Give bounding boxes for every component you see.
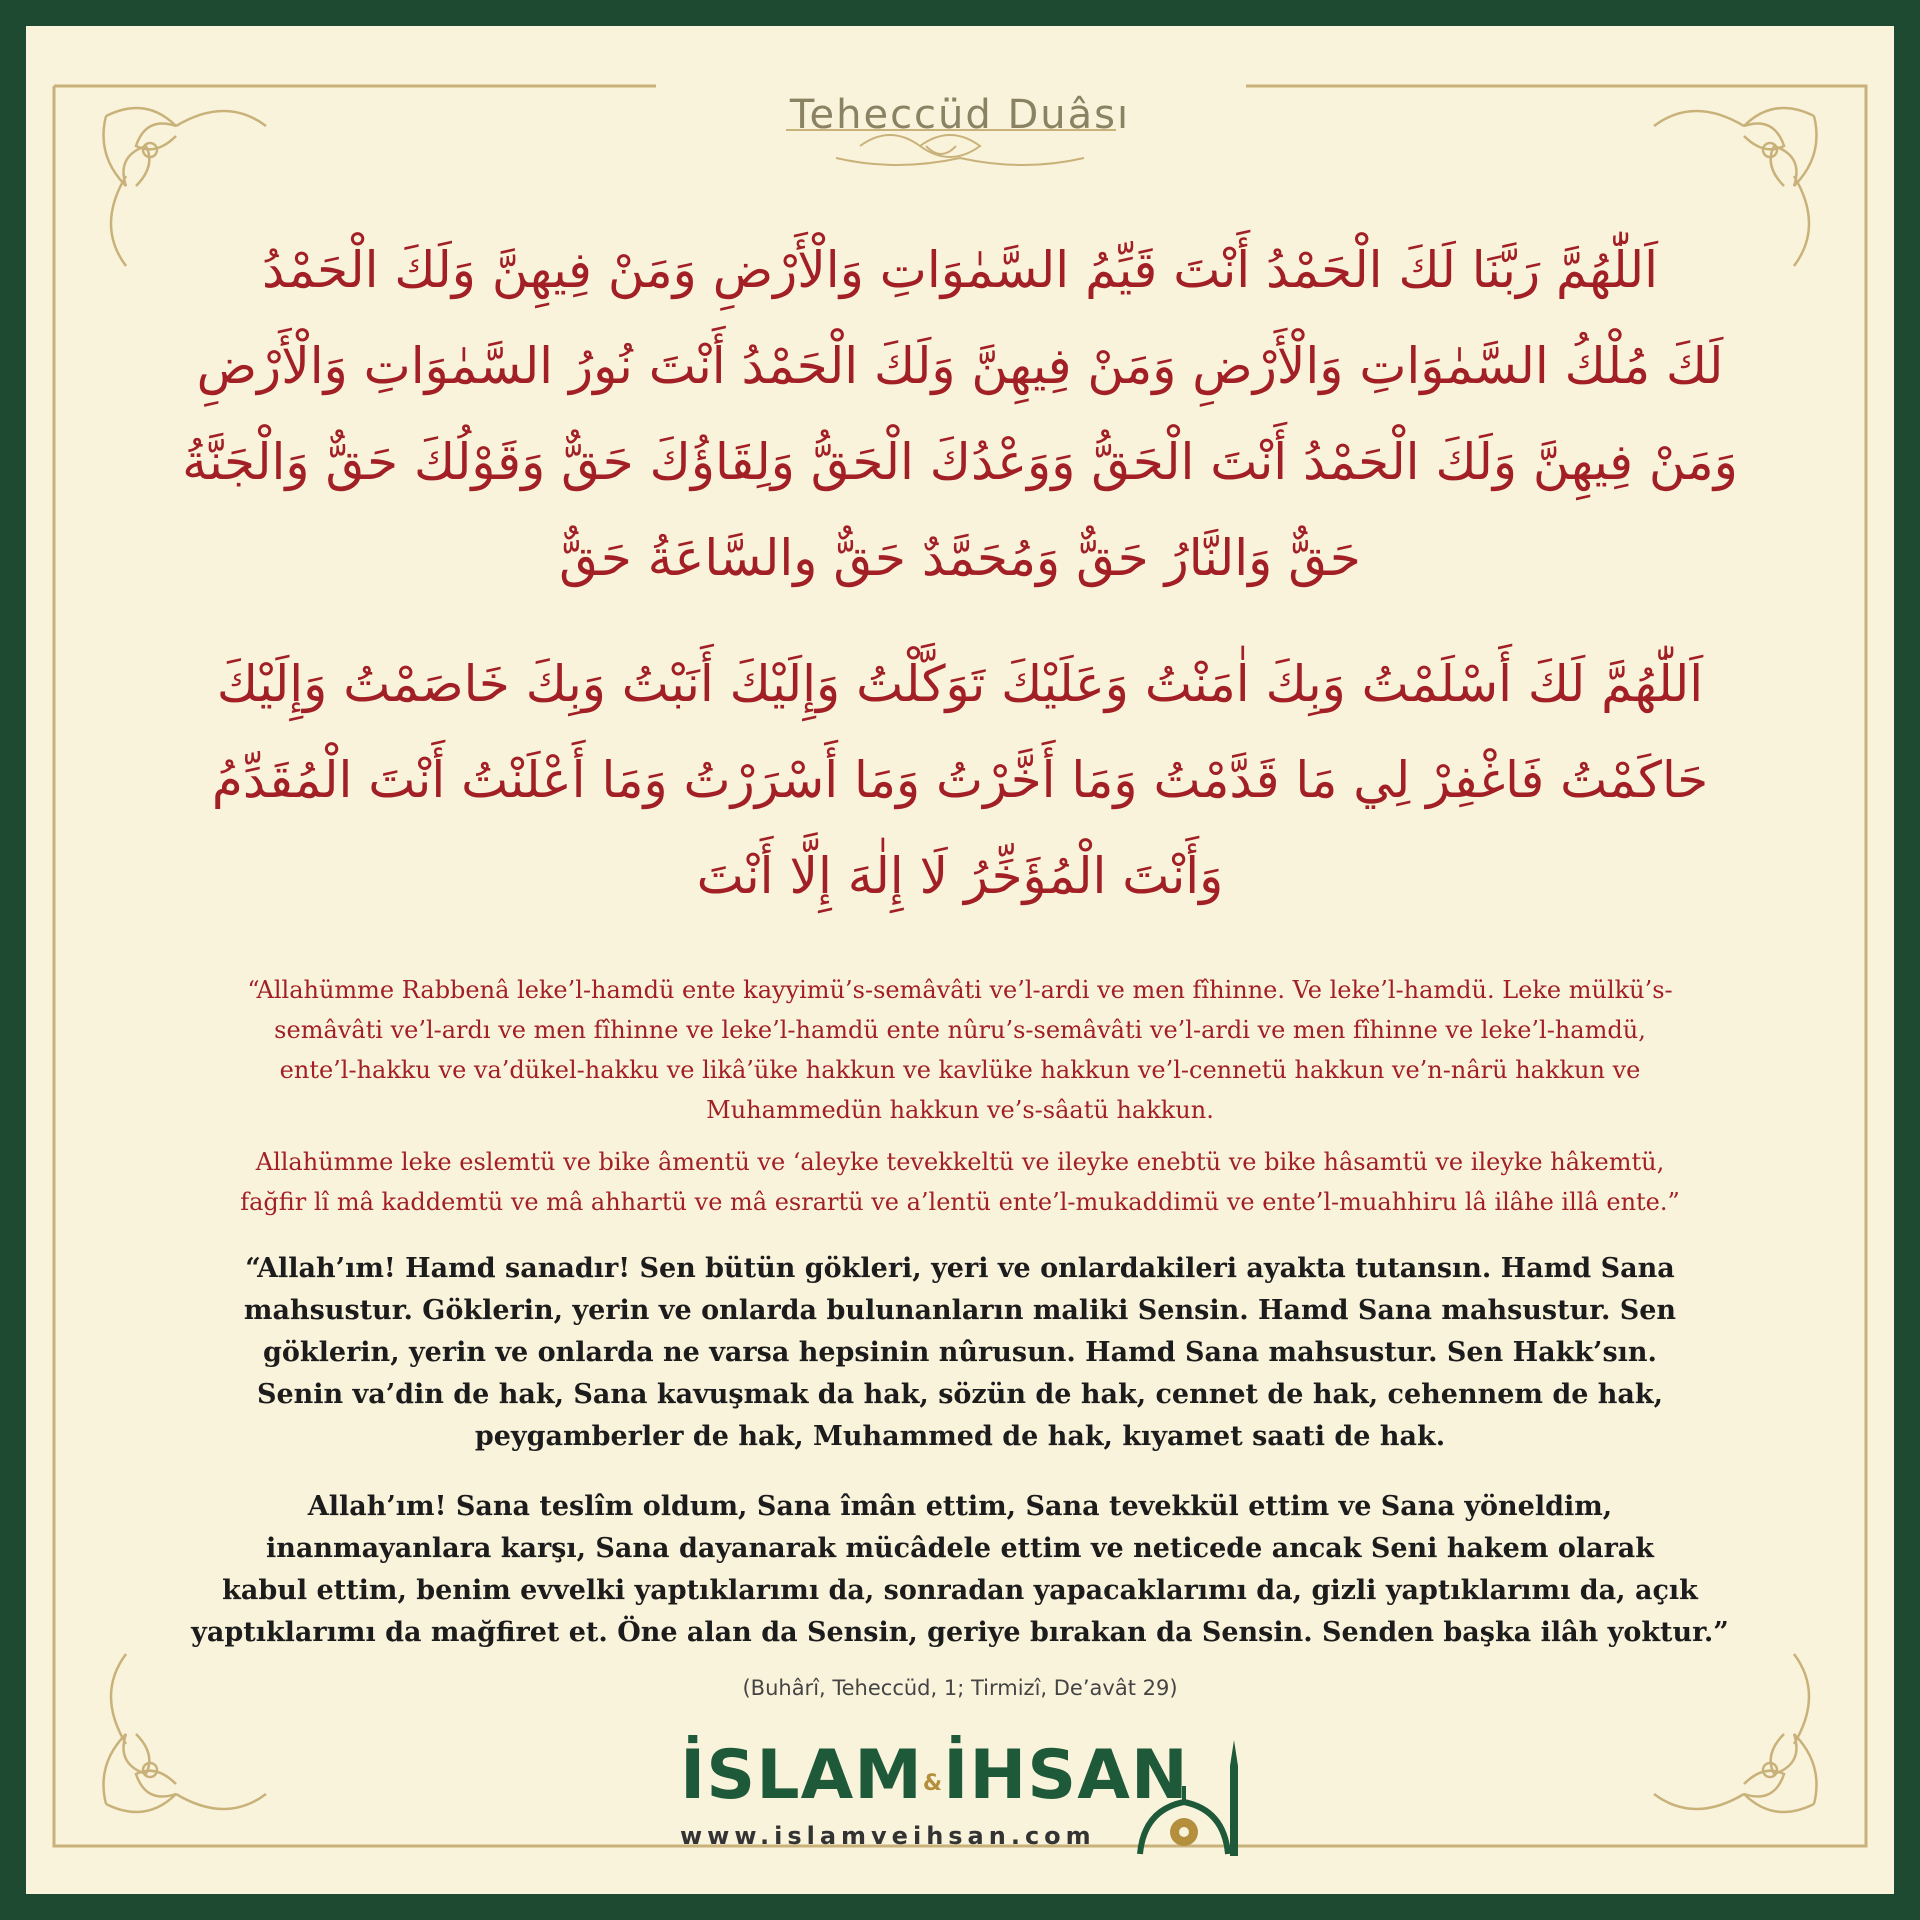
translation-line: Senin va’din de hak, Sana kavuşmak da hak, sözün de hak, cennet de hak, cehennem de hak, — [256, 1379, 1664, 1410]
translation-part-1 — [166, 1248, 1754, 1458]
translation-line: yaptıklarımı da mağfiret et. Öne alan da Sensin, geriye bırakan da Sensin. Senden başka ilâh yoktur.” — [191, 1617, 1729, 1648]
arabic-line: لَكَ مُلْكُ السَّمٰوَاتِ وَالْأَرْضِ وَمَنْ فِيهِنَّ وَلَكَ الْحَمْدُ أَنْتَ نُورُ السَّمٰوَاتِ وَالْأَرْضِ — [196, 337, 1724, 395]
brand-wordmark — [680, 1736, 1189, 1815]
translation-line: inanmayanlara karşı, Sana dayanarak mücâdele ettim ve neticede ancak Seni hakem olarak — [265, 1533, 1655, 1564]
transliteration-line: Allahümme leke eslemtü ve bike âmentü ve ‘aleyke tevekkeltü ve ileyke enebtü ve bike hâsamtü ve ileyke hâkemtü, — [255, 1148, 1665, 1176]
transliteration-line: Muhammedün hakkun ve’s-sâatü hakkun. — [706, 1096, 1214, 1124]
translation-line: kabul ettim, benim evvelki yaptıklarımı da, sonradan yapacaklarımı da, gizli yaptıklarımı da, açık — [222, 1575, 1698, 1606]
brand-first-word: İSLAM — [680, 1736, 923, 1815]
arabic-line: حَقٌّ وَالنَّارُ حَقٌّ وَمُحَمَّدٌ حَقٌّ والسَّاعَةُ حَقٌّ — [559, 529, 1361, 587]
translation-line: peygamberler de hak, Muhammed de hak, kıyamet saati de hak. — [474, 1421, 1446, 1452]
transliteration-part-1 — [176, 970, 1744, 1130]
page-title: Teheccüd Duâsı — [789, 92, 1131, 138]
translation-line: “Allah’ım! Hamd sanadır! Sen bütün gökleri, yeri ve onlardakileri ayakta tutansın. Hamd Sana — [245, 1253, 1675, 1284]
arabic-line: حَاكَمْتُ فَاغْفِرْ لِي مَا قَدَّمْتُ وَمَا أَخَّرْتُ وَمَا أَسْرَرْتُ وَمَا أَعْلَنْتُ أَنْتَ الْمُقَدِّمُ — [211, 751, 1709, 809]
brand-logo[interactable] — [646, 1736, 1286, 1866]
translation-line: mahsustur. Göklerin, yerin ve onlarda bulunanların maliki Sensin. Hamd Sana mahsustur. Sen — [243, 1295, 1677, 1326]
arabic-line: اَللّٰهُمَّ لَكَ أَسْلَمْتُ وَبِكَ اٰمَنْتُ وَعَلَيْكَ تَوَكَّلْتُ وَإِلَيْكَ أَنَبْتُ وَبِكَ خَاصَمْتُ وَإِلَيْكَ — [216, 655, 1704, 713]
arabic-line: وَمَنْ فِيهِنَّ وَلَكَ الْحَمْدُ أَنْتَ الْحَقُّ وَوَعْدُكَ الْحَقُّ وَلِقَاؤُكَ حَقٌّ وَقَوْلُكَ حَقٌّ وَالْجَنَّةُ — [182, 433, 1738, 491]
transliteration-line: fağfir lî mâ kaddemtü ve mâ ahhartü ve mâ esrartü ve a’lentü ente’l-mukaddimü ve ente’l-muahhiru lâ ilâhe illâ ente.” — [240, 1188, 1680, 1216]
translation-line: Allah’ım! Sana teslîm oldum, Sana îmân ettim, Sana tevekkül ettim ve Sana yöneldim, — [307, 1491, 1613, 1522]
translation-line: göklerin, yerin ve onlarda ne varsa hepsinin nûrusun. Hamd Sana mahsustur. Sen Hakk’sın. — [263, 1337, 1657, 1368]
arabic-line: اَللّٰهُمَّ رَبَّنَا لَكَ الْحَمْدُ أَنْتَ قَيِّمُ السَّمٰوَاتِ وَالْأَرْضِ وَمَنْ فِيهِنَّ وَلَكَ الْحَمْدُ — [261, 241, 1659, 299]
arabic-prayer-part-2 — [176, 636, 1744, 924]
arabic-line: وَأَنْتَ الْمُؤَخِّرُ لَا إِلٰهَ إِلَّا أَنْتَ — [696, 847, 1224, 905]
translation-part-2 — [166, 1486, 1754, 1654]
mosque-icon — [1134, 1736, 1254, 1866]
transliteration-line: ente’l-hakku ve va’dükel-hakku ve likâ’üke hakkun ve kavlüke hakkun ve’l-cennetü hakkun ve’n-nârü hakkun ve — [279, 1056, 1641, 1084]
transliteration-part-2 — [176, 1142, 1744, 1222]
source-citation: (Buhârî, Teheccüd, 1; Tirmizî, De’avât 29) — [742, 1676, 1178, 1700]
arabic-prayer-part-1 — [176, 222, 1744, 606]
transliteration-line: semâvâti ve’l-ardı ve men fîhinne ve leke’l-hamdü ente nûru’s-semâvâti ve’l-ardi ve men fîhinne ve leke’l-hamdü, — [274, 1016, 1646, 1044]
brand-second-word: İHSAN — [943, 1736, 1189, 1815]
transliteration-line: “Allahümme Rabbenâ leke’l-hamdü ente kayyimü’s-semâvâti ve’l-ardi ve men fîhinne. Ve leke’l-hamdü. Leke mülkü’s- — [247, 976, 1673, 1004]
website-url[interactable]: www.islamveihsan.com — [680, 1822, 1096, 1850]
brand-ampersand: & — [922, 1771, 944, 1796]
page — [26, 26, 1894, 1894]
